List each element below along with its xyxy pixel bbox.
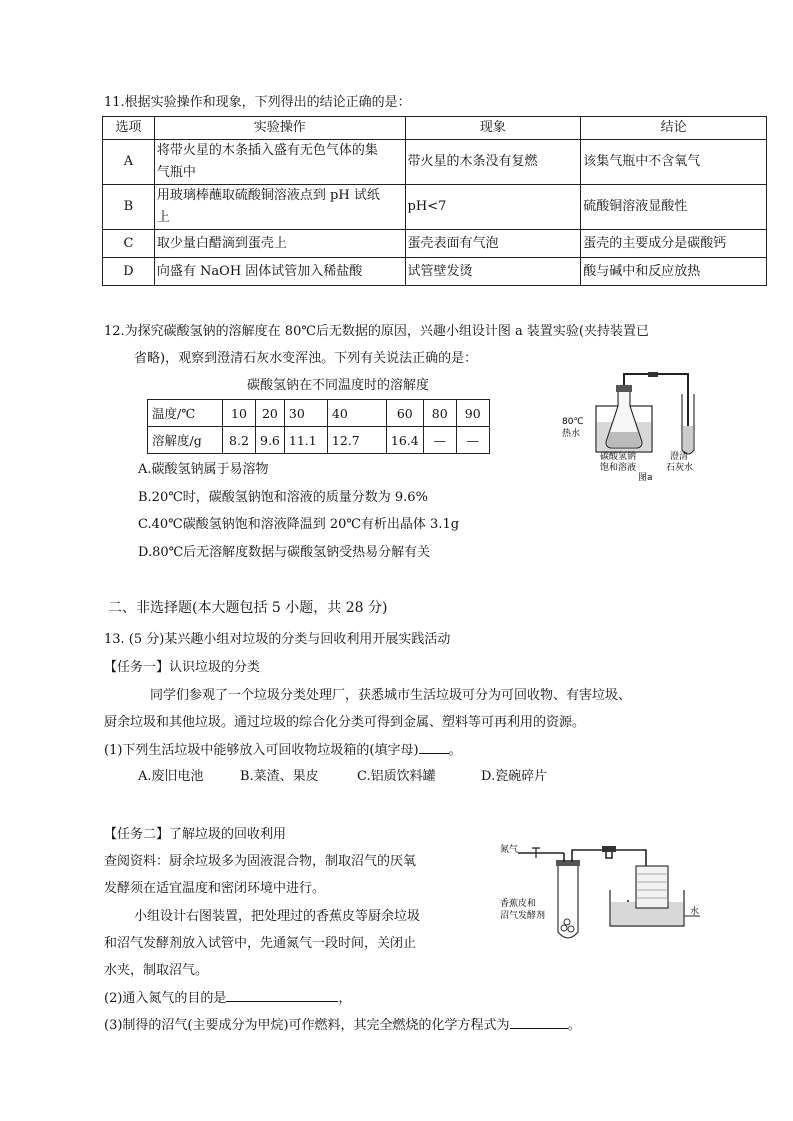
operation-line: 将带火星的木条插入盛有无色气体的集 bbox=[156, 143, 378, 158]
label-water: 水 bbox=[690, 907, 700, 917]
row-option: C bbox=[103, 230, 155, 258]
row-conclusion: 酸与碱中和反应放热 bbox=[581, 258, 767, 286]
q12-stem-line1: 12.为探究碳酸氢钠的溶解度在 80℃后无数据的原因，兴趣小组设计图 a 装置实验(夹持装置已 bbox=[104, 324, 649, 339]
sub2-end: ， bbox=[338, 991, 352, 1006]
connector bbox=[648, 372, 658, 377]
stopper bbox=[616, 385, 632, 392]
sub1-end: 。 bbox=[448, 743, 462, 758]
solubility-value: — bbox=[456, 427, 489, 454]
row-conclusion: 蛋壳的主要成分是碳酸钙 bbox=[581, 230, 767, 258]
choice-b: B.菜渣、果皮 bbox=[240, 769, 319, 784]
q13-sub1 bbox=[104, 739, 462, 758]
answer-blank-1[interactable] bbox=[419, 740, 449, 754]
table-row bbox=[148, 400, 490, 427]
info-line2: 发酵须在适宜温度和密闭环境中进行。 bbox=[104, 881, 326, 896]
q13-stem: 13. (5 分)某兴趣小组对垃圾的分类与回收利用开展实践活动 bbox=[104, 632, 451, 647]
section-title: 二、非选择题(本大题包括 5 小题，共 28 分) bbox=[108, 600, 388, 616]
row-phenomenon: 蛋壳表面有气泡 bbox=[405, 230, 581, 258]
gas-delivery-tube bbox=[572, 850, 646, 908]
temp-value: 80 bbox=[423, 400, 456, 427]
row-conclusion: 硫酸铜溶液显酸性 bbox=[581, 185, 767, 230]
row-operation: 向盛有 NaOH 固体试管加入稀盐酸 bbox=[154, 258, 405, 286]
task-two-paragraph-line3: 水夹，制取沼气。 bbox=[104, 963, 209, 978]
table-row bbox=[103, 230, 767, 258]
temp-value: 30 bbox=[284, 400, 327, 427]
task-two-paragraph-line2: 和沼气发酵剂放入试管中，先通氮气一段时间，关闭止 bbox=[104, 936, 417, 951]
q12-option-d: D.80℃后无溶解度数据与碳酸氢钠受热易分解有关 bbox=[138, 545, 431, 560]
choice-d: D.瓷碗碎片 bbox=[481, 769, 548, 784]
biogas-apparatus bbox=[498, 838, 704, 946]
task-one-heading: 【任务一】认识垃圾的分类 bbox=[104, 660, 261, 675]
header-operation: 实验操作 bbox=[154, 117, 405, 140]
temp-value: 40 bbox=[327, 400, 386, 427]
gas-collection-bottle bbox=[636, 866, 668, 908]
solubility-value: — bbox=[423, 427, 456, 454]
choice-a: A.废旧电池 bbox=[138, 769, 204, 784]
sub3-text: (3)制得的沼气(主要成分为甲烷)可作燃料，其完全燃烧的化学方程式为 bbox=[104, 1018, 510, 1033]
operation-line: 气瓶中 bbox=[156, 165, 196, 180]
solubility-table bbox=[147, 399, 490, 454]
label-solution-2: 饱和溶液 bbox=[600, 463, 637, 473]
temp-label: 温度/℃ bbox=[148, 400, 223, 427]
temp-value: 20 bbox=[256, 400, 285, 427]
label-limewater-1: 澄清 bbox=[670, 452, 689, 462]
info-line1: 查阅资料：厨余垃圾多为固液混合物，制取沼气的厌氧 bbox=[104, 854, 417, 869]
row-operation: 取少量白醋滴到蛋壳上 bbox=[154, 230, 405, 258]
table-row bbox=[103, 185, 767, 230]
row-operation bbox=[154, 185, 405, 230]
solubility-value: 16.4 bbox=[386, 427, 423, 454]
row-option: B bbox=[103, 185, 155, 230]
temp-value: 60 bbox=[386, 400, 423, 427]
row-option: D bbox=[103, 258, 155, 286]
table-row bbox=[103, 258, 767, 286]
q11-table bbox=[102, 116, 767, 286]
label-solution-1: 碳酸氢钠 bbox=[600, 452, 637, 462]
q12-table-title: 碳酸氢钠在不同温度时的溶解度 bbox=[247, 378, 430, 393]
solubility-value: 9.6 bbox=[256, 427, 285, 454]
figure-caption: 图a bbox=[638, 473, 653, 482]
operation-line: 上 bbox=[156, 210, 170, 225]
label-limewater-2: 石灰水 bbox=[666, 463, 694, 473]
row-conclusion: 该集气瓶中不含氧气 bbox=[581, 140, 767, 185]
task-one-paragraph-line1: 同学们参观了一个垃圾分类处理厂，获悉城市生活垃圾可分为可回收物、有害垃圾、 bbox=[150, 688, 632, 703]
label-tube-2: 沼气发酵剂 bbox=[500, 911, 546, 921]
q11-header-row bbox=[103, 117, 767, 140]
answer-blank-3[interactable] bbox=[510, 1015, 568, 1029]
row-operation bbox=[154, 140, 405, 185]
q12-option-c: C.40℃碳酸氢钠饱和溶液降温到 20℃有析出晶体 3.1g bbox=[138, 517, 460, 532]
row-phenomenon: pH<7 bbox=[405, 185, 581, 230]
choice-c: C.铝质饮料罐 bbox=[357, 769, 436, 784]
q11-stem: 11.根据实验操作和现象，下列得出的结论正确的是： bbox=[104, 95, 411, 110]
task-one-paragraph-line2: 厨余垃圾和其他垃圾。通过垃圾的综合化分类可得到金属、塑料等可再利用的资源。 bbox=[104, 715, 586, 730]
solubility-label: 溶解度/g bbox=[148, 427, 223, 454]
q13-sub3 bbox=[104, 1014, 581, 1033]
row-phenomenon: 试管壁发烫 bbox=[405, 258, 581, 286]
header-conclusion: 结论 bbox=[581, 117, 767, 140]
table-row bbox=[103, 140, 767, 185]
clamp bbox=[602, 846, 616, 852]
label-hot-water-1: 80℃ bbox=[562, 417, 584, 427]
header-phenomenon: 现象 bbox=[405, 117, 581, 140]
tube-stopper bbox=[556, 860, 580, 866]
row-phenomenon: 带火星的木条没有复燃 bbox=[405, 140, 581, 185]
label-hot-water-2: 热水 bbox=[562, 429, 581, 439]
q13-sub2 bbox=[104, 987, 351, 1006]
q12-stem-line2: 省略)，观察到澄清石灰水变浑浊。下列有关说法正确的是： bbox=[134, 351, 478, 366]
label-tube-1: 香蕉皮和 bbox=[500, 899, 537, 909]
header-option: 选项 bbox=[103, 117, 155, 140]
answer-blank-2[interactable] bbox=[226, 988, 338, 1002]
q12-option-b: B.20℃时，碳酸氢钠饱和溶液的质量分数为 9.6% bbox=[138, 490, 428, 505]
q12-option-a: A.碳酸氢钠属于易溶物 bbox=[138, 462, 269, 477]
table-row bbox=[148, 427, 490, 454]
solubility-value: 11.1 bbox=[284, 427, 327, 454]
temp-value: 90 bbox=[456, 400, 489, 427]
sub2-text: (2)通入氮气的目的是 bbox=[104, 991, 227, 1006]
sub3-end: 。 bbox=[567, 1018, 581, 1033]
limewater bbox=[683, 426, 693, 453]
sub1-text: (1)下列生活垃圾中能够放入可回收物垃圾箱的(填字母) bbox=[104, 743, 419, 758]
flask-solution bbox=[607, 432, 641, 447]
q13-choices bbox=[138, 765, 547, 784]
task-two-paragraph-line1: 小组设计右图装置，把处理过的香蕉皮等厨余垃圾 bbox=[134, 909, 421, 924]
operation-line: 用玻璃棒蘸取硫酸铜溶液点到 pH 试纸 bbox=[156, 188, 380, 203]
row-option: A bbox=[103, 140, 155, 185]
solubility-value: 8.2 bbox=[223, 427, 256, 454]
temp-value: 10 bbox=[223, 400, 256, 427]
label-nitrogen: 氮气 bbox=[500, 845, 519, 855]
task-two-heading: 【任务二】了解垃圾的回收利用 bbox=[104, 827, 287, 842]
solubility-value: 12.7 bbox=[327, 427, 386, 454]
figure-a-apparatus bbox=[560, 370, 705, 482]
